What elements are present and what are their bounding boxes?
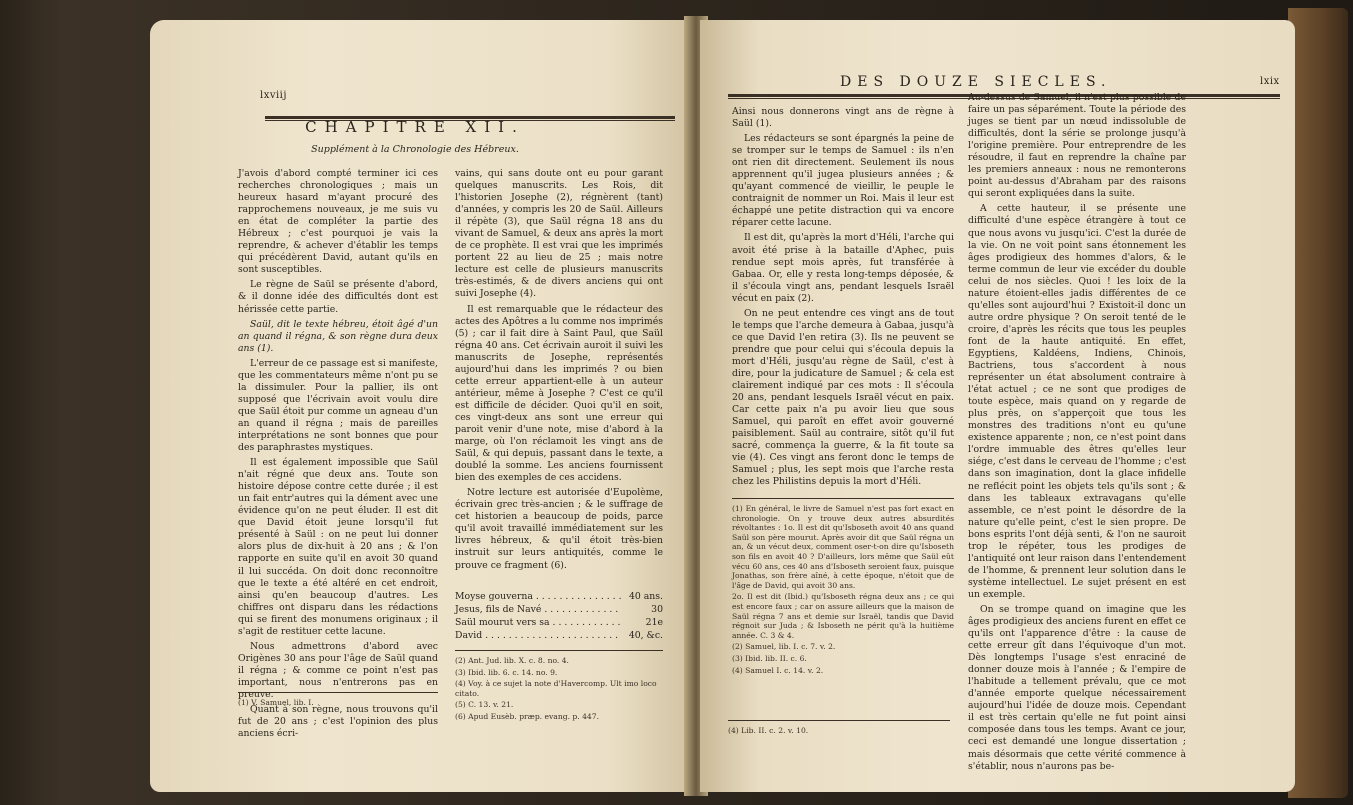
- table-label: Jesus, fils de Navé . . . . . . . . . . . . .: [455, 604, 619, 615]
- paragraph: Les rédacteurs se sont épargnés la peine de se tromper sur le temps de Samuel : ils n'en ont rien dit directement. Seulement ils nous apprennent qu'il jugea plusieurs années ; & qu'ayant commencé de vieillir, le peuple le contraignit de nommer un Roi. Mais il leur est échappé une petite distraction qui va encore réparer cette lacune.: [732, 133, 954, 229]
- paragraph: On ne peut entendre ces vingt ans de tout le temps que l'arche demeura à Gabaa, jusqu'à ce que David l'en retira (3). Ils ne peuvent se prendre que pour celui qui s'écoula depuis la mort d'Héli, jusqu'au règne de Saül, c'est à dire, pour la judicature de Samuel ; & cela est clairement indiqué par ces mots : Il s'écoula 20 ans, pendant lesquels Israël vécut en paix. Car cette paix n'a pu avoir lieu que sous Samuel, qui paroît en effet avoir gouverné paisiblement. Saül au contraire, sitôt qu'il fut sacré, commença la guerre, & la fit toute sa vie (4). Ces vingt ans feront donc le temps de Samuel ; plus, les sept mois que l'arche resta chez les Philistins depuis la mort d'Héli.: [732, 307, 954, 488]
- footnote: (6) Apud Eusèb. præp. evang. p. 447.: [455, 711, 599, 721]
- paragraph: Notre lecture est autorisée d'Eupolème, écrivain grec très-ancien ; & le suffrage de cet historien a beaucoup de poids, parce qu'il avoit travaillé immédiatement sur les livres hébreux, & qu'il étoit très-bien instruit sur leurs antiquités, comme le prouve ce fragment (6).: [455, 487, 663, 571]
- table-label: Saül mourut vers sa . . . . . . . . . . . .: [455, 617, 621, 628]
- left-footnote-1: (1) V. Samuel, lib. I.: [238, 698, 314, 707]
- footnote: (2) Ant. Jud. lib. X. c. 8. no. 4.: [455, 656, 569, 665]
- paragraph: Le règne de Saül se présente d'abord, & il donne idée des difficultés dont est hérissée cette partie.: [238, 279, 438, 315]
- paragraph: L'erreur de ce passage est si manifeste, que les commentateurs même n'ont pu se la dissimuler. Pour la pallier, ils ont supposé que l'écrivain avoit voulu dire que Saül étoit pur comme un agneau d'un an quand il régna ; mais de pareilles interprétations ne sont bonnes que pour des paraphrastes mystiques.: [238, 357, 438, 454]
- table-label: Moyse gouverna . . . . . . . . . . . . . . .: [455, 591, 622, 602]
- right-footnote-2: (4) Lib. II. c. 2. v. 10.: [728, 726, 809, 735]
- footnote-rule: [728, 720, 950, 721]
- chapter-title: CHAPITRE XII.: [305, 118, 525, 136]
- right-footnotes-1: [732, 504, 954, 714]
- table-value: 30: [651, 604, 663, 615]
- paragraph: Quant à son règne, nous trouvons qu'il fut de 20 ans ; c'est l'opinion des plus anciens écri-: [238, 704, 438, 740]
- table-row: [455, 629, 663, 642]
- footnote-rule: [455, 650, 663, 651]
- paragraph: Au-dessus de Samuel, il n'est plus possible de faire un pas séparément. Toute la période des juges se tient par un nœud indissoluble de difficultés, dont la série se prolonge jusqu'à l'origine première. Pour entreprendre de les résoudre, il faut en reprendre la chaîne par les premiers anneaux : nous ne remonterons point au-dessus d'Abraham par des raisons qui seront expliquées dans la suite.: [968, 92, 1186, 200]
- footnote-rule: [732, 498, 954, 499]
- paragraph: On se trompe quand on imagine que les âges prodigieux des anciens furent en effet ce qu'ils ont l'apparence d'être : la cause de cette erreur gît dans l'équivoque d'un mot. Dès longtemps l'usage s'est enraciné de donner douze mois à l'année ; & l'empire de l'habitude a tellement prévalu, que ce mot d'année emporte quelque nécessairement aujourd'hui l'idée de douze mois. Cependant il est très certain qu'elle ne fut point ainsi composée dans tous les temps. Avant ce jour, ceci est demandé une longue dissertation ; mais désormais que cette vérité commence à s'établir, nous n'aurons pas be-: [968, 603, 1186, 772]
- paragraph: Ainsi nous donnerons vingt ans de règne à Saül (1).: [732, 106, 954, 130]
- table-row: [455, 616, 663, 629]
- paragraph: Il est remarquable que le rédacteur des actes des Apôtres a lu comme nos imprimés (5) ; car il fait dire à Saint Paul, que Saül régna 40 ans. Cet écrivain auroit il suivi les manuscrits de Josephe, représentés aujourd'hui dans les imprimés ? ou bien cette erreur appartient-elle à un auteur antérieur, même à Josephe ? C'est ce qu'il est difficile de décider. Quoi qu'il en soit, ces vingt-deux ans sont une erreur qui paroit venir d'une note, mise d'abord à la marge, où l'on réclamoit les vingt ans de Saül, & qui depuis, passant dans le texte, a doublé la somme. Les anciens fournissent bien des exemples de ces accidens.: [455, 303, 663, 484]
- table-value: 21e: [645, 617, 663, 628]
- left-page-number: lxviij: [260, 90, 287, 101]
- table-row: [455, 603, 663, 616]
- paragraph: Il est également impossible que Saül n'ait régné que deux ans. Toute son histoire dépose contre cette durée ; il est un fait entr'autres qui la dément avec une évidence qu'on ne peut éluder. Il est dit que David étoit jeune lorsqu'il fut présenté à Saül : on ne peut lui donner alors plus de dix-huit à 20 ans ; & l'on rapporte en suite qu'il en avoit 30 quand il lui succéda. On doit donc reconnoître que le texte a été altéré en cet endroit, ainsi qu'en beaucoup d'autres. Les chiffres ont disparu dans les rédactions qui se firent des monumens originaux ; il s'agit de restituer cette lacune.: [238, 457, 438, 637]
- footnote: (5) C. 13. v. 21.: [455, 700, 514, 710]
- right-column-2: [968, 92, 1186, 772]
- paragraph: Il est dit, qu'après la mort d'Héli, l'arche qui avoit été prise à la bataille d'Aphec, puis rendue sept mois après, fut transférée à Gabaa. Or, elle y resta long-temps déposée, & il s'écoula vingt ans, pendant lesquels Israël vécut en paix (2).: [732, 232, 954, 304]
- table-row: [455, 590, 663, 603]
- left-footnotes-2: [455, 656, 663, 724]
- paragraph: J'avois d'abord compté terminer ici ces recherches chronologiques ; mais un heureux hasard m'ayant procuré des rapprochemens nouveaux, je me suis vu en état de compléter la partie des Hébreux ; c'est pourquoi je vais la reprendre, & achever d'établir les temps qui précédèrent David, autant qu'ils en sont susceptibles.: [238, 168, 438, 276]
- chapter-subtitle: Supplément à la Chronologie des Hébreux.: [311, 144, 519, 155]
- footnote-rule: [238, 692, 438, 693]
- right-column-1: [732, 106, 954, 502]
- footnote: (4) Samuel I. c. 14. v. 2.: [732, 665, 824, 675]
- footnote: 2o. Il est dit (Ibid.) qu'Isboseth régna deux ans ; ce qui est encore faux ; car on assure ailleurs que la maison de Saül régna 7 ans et demie sur Israël, tandis que David régnoit sur Juda ; & Isboseth ne périt qu'à la huitième année. C. 3 & 4.: [732, 592, 954, 640]
- paragraph: Saül, dit le texte hébreu, étoit âgé d'un an quand il régna, & son règne dura deux ans (1).: [238, 318, 438, 354]
- footnote: (3) Ibid. lib. 6. c. 14. no. 9.: [455, 667, 558, 677]
- footnote: (2) Samuel, lib. I. c. 7. v. 2.: [732, 642, 836, 652]
- table-label: David . . . . . . . . . . . . . . . . . . . . . . .: [455, 630, 619, 641]
- right-page-number: lxix: [1260, 76, 1280, 87]
- paragraph: vains, qui sans doute ont eu pour garant quelques manuscrits. Les Rois, dit l'historien Josephe (2), régnèrent (tant) d'années, y compris les 20 de Saül. Ailleurs il répète (3), que Saül régna 18 ans du vivant de Samuel, & deux ans après la mort de ce prophète. Il est vrai que les imprimés portent 22 au lieu de 25 ; mais notre lecture est celle de plusieurs manuscrits très-estimés, & de divers anciens qui ont suivi Josephe (4).: [455, 168, 663, 300]
- left-column-2: [455, 168, 663, 571]
- paragraph: Nous admettrons d'abord avec Origènes 30 ans pour l'âge de Saül quand il régna ; & comme ce point n'est pas important, nous n'entrerons pas en preuve.: [238, 640, 438, 700]
- footnote: (4) Voy. à ce sujet la note d'Havercomp. Ult imo loco citato.: [455, 679, 657, 698]
- book-edge: [1288, 8, 1348, 798]
- right-page: [700, 20, 1295, 792]
- footnote: (1) En général, le livre de Samuel n'est pas fort exact en chronologie. On y trouve deux autres absurdités révoltantes : 1o. Il est dit qu'Isboseth avoit 40 ans quand Saül son père mourut. Après avoir dit que Saül régna un an, & un vécut deux, comment oser-t-on dire qu'Isboseth son fils en avoit 40 ? D'ailleurs, lors même que Saül eût vécu 60 ans, ces 40 ans d'Isboseth seroient faux, puisque Jonathas, son frère aîné, à cette époque, n'étoit que de l'âge de David, qui avoit 30 ans.: [732, 504, 954, 590]
- left-page: [150, 20, 690, 792]
- table-value: 40 ans.: [628, 591, 663, 602]
- footnote: (3) Ibid. lib. II. c. 6.: [732, 653, 807, 663]
- paragraph: A cette hauteur, il se présente une difficulté d'une espèce étrangère à tout ce que nous avons vu jusqu'ici. C'est la durée de la vie. On ne voit point sans étonnement les âges prodigieux des hommes d'alors, & le terme commun de leur vie excéder du double celui de nos siècles. Quoi ! les loix de la nature étoient-elles jadis différentes de ce qu'elles sont aujourd'hui ? Existoit-il donc un autre ordre physique ? On seroit tenté de le croire, d'après les récits que tous les peuples font de la haute antiquité. En effet, Egyptiens, Kaldéens, Indiens, Chinois, Bactriens, tous s'accordent à nous représenter un état absolument contraire à l'état actuel ; ce ne sont que prodiges de toute espèce, mais quand on y regarde de plus près, on s'apperçoit que tous les monstres des traditions n'ont eu qu'une existence apparente ; non, ce n'est point dans l'ordre immuable des êtres qu'elles leur siége, c'est dans le cerveau de l'homme ; c'est dans son imagination, dont la glace infidelle ne reflécit point les objets tels qu'ils sont ; & dans les tableaux extravagans qu'elle assemble, ce n'est point le désordre de la nature qu'elle peint, c'est le sien propre. De bons esprits l'ont déjà senti, & l'on ne sauroit trop le répéter, tous les prodiges de l'antiquité ont leur raison dans l'entendement de l'homme, & prennent leur solution dans le système intellectuel. Le sujet présent en est un exemple.: [968, 203, 1186, 600]
- table-value: 40, &c.: [628, 630, 663, 641]
- succession-table: [455, 590, 663, 642]
- running-head: DES DOUZE SIECLES.: [840, 74, 1112, 90]
